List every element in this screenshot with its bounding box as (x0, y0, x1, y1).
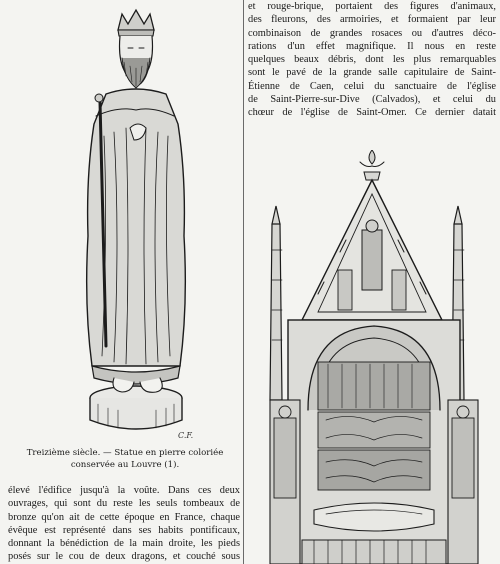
left-text-line: ouvrages, qui sont du reste les seuls tombeaux de (8, 498, 240, 510)
right-text-line: rations d'un effet magnifique. Il nous en reste (248, 40, 496, 52)
left-text-line: évêque est représenté dans ses habits pontificaux, (8, 524, 240, 536)
right-text-line: Étienne de Caen, celui du sanctuaire de l'église (248, 80, 496, 92)
tomb-illustration (262, 150, 494, 564)
right-text-line: des fleurons, des armoiries, et formaient par leur (248, 14, 496, 26)
right-text-line: de Saint-Pierre-sur-Dive (Calvados), et celui du (248, 94, 496, 106)
right-text-line: sont le pavé de la grande salle capitulaire de Saint- (248, 67, 496, 79)
column-divider (243, 0, 244, 564)
caption-line-2: conservée au Louvre (1). (70, 459, 180, 470)
caption-line-1: Treizième siècle. — Statue en pierre coloriée (26, 448, 224, 458)
right-text-line: combinaison de grandes rosaces ou d'autres déco- (248, 27, 496, 39)
gothic-tomb-engraving (262, 150, 494, 564)
right-column-text (248, 0, 496, 120)
left-text-line: posés sur le cou de deux dragons, et couché sous (8, 551, 240, 563)
statue-engraving (48, 6, 224, 446)
figure-caption (18, 448, 232, 471)
engraver-signature: C.F. (178, 431, 194, 440)
left-text-line: donnant la bénédiction de la main droite, les pieds (8, 538, 240, 550)
left-text-line: bronze qu'on ait de cette époque en France, chaque (8, 511, 240, 523)
left-column-text (8, 484, 240, 564)
left-text-line: élevé l'édifice jusqu'à la voûte. Dans ces deux (8, 485, 240, 496)
right-text-line: et rouge-brique, portaient des figures d'animaux, (248, 1, 496, 12)
statue-illustration (48, 6, 224, 446)
right-text-line: chœur de l'église de Saint-Omer. Ce dernier datait (248, 107, 496, 119)
right-text-line: quelques beaux débris, dont les plus remarquables (248, 54, 496, 66)
